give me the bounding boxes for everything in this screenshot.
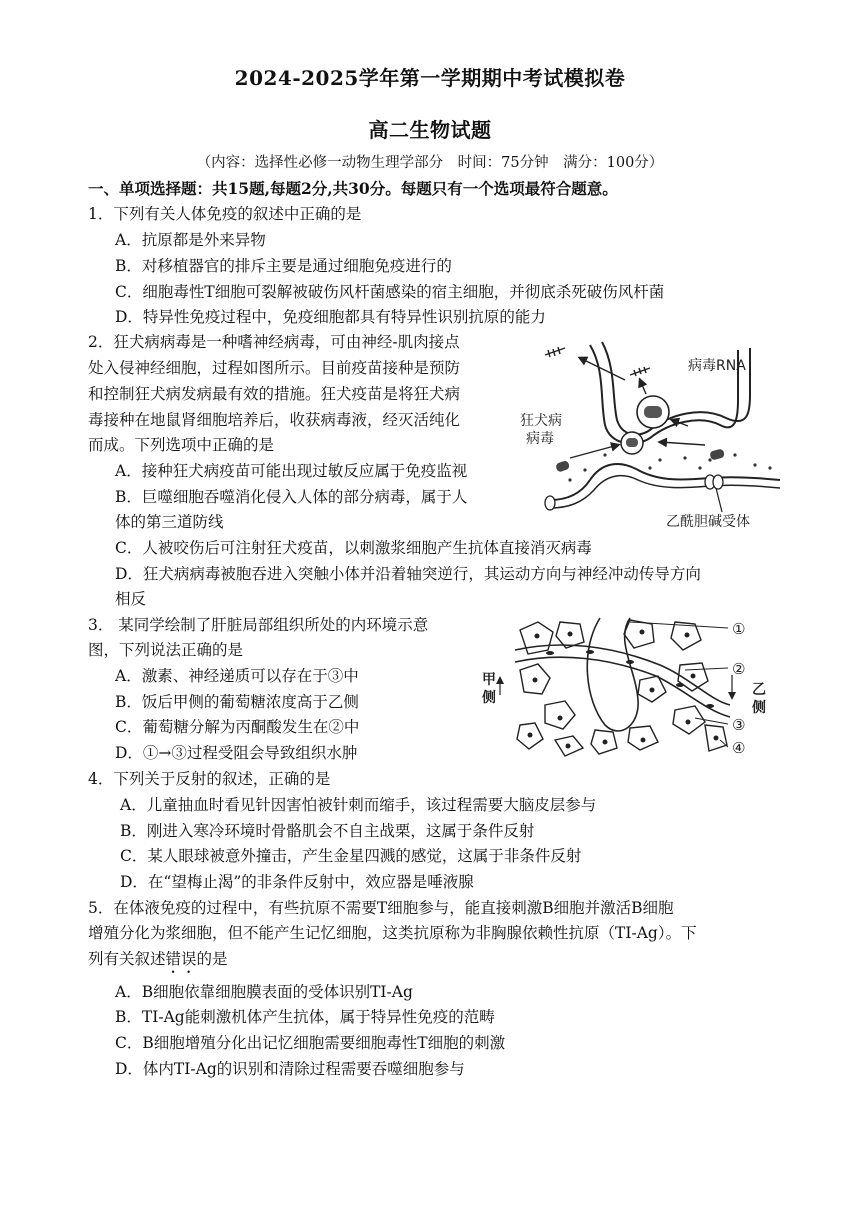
q2-stem-line2: 处入侵神经细胞，过程如图所示。目前疫苗接种是预防: [88, 359, 461, 377]
q2-stem-line3: 和控制狂犬病发病最有效的措施。狂犬疫苗是将狂犬病: [88, 385, 461, 403]
figure-side-right-1: 乙: [752, 682, 766, 698]
q1-option-b: B．对移植器官的排斥主要是通过细胞免疫进行的: [115, 257, 452, 275]
q2-stem-line1: 2．狂犬病病毒是一种嗜神经病毒，可由神经-肌肉接点: [88, 333, 460, 351]
q5-stem-line2: 增殖分化为浆细胞，但不能产生记忆细胞，这类抗原称为非胸腺依赖性抗原（TI-Ag）。下: [88, 924, 697, 942]
q5-option-a: A．B细胞依靠细胞膜表面的受体识别TI-Ag: [115, 983, 413, 1001]
figure-label-3: ③: [732, 716, 746, 734]
q2-stem-line4: 毒接种在地鼠肾细胞培养后，收获病毒液，经灭活纯化: [88, 411, 461, 429]
q3-option-c: C．葡萄糖分解为丙酮酸发生在②中: [115, 718, 360, 736]
figure-side-left-1: 甲: [482, 672, 496, 688]
q2-option-d-line1: D．狂犬病病毒被胞吞进入突触小体并沿着轴突逆行，其运动方向与神经冲动传导方向: [115, 565, 701, 583]
q5-stem-part-a: 列有关叙述: [88, 950, 166, 968]
exam-subject: 高二生物试题: [368, 118, 492, 142]
q5-stem-emphasis: 错误: [165, 950, 197, 968]
q2-option-c: C．人被咬伤后可注射狂犬疫苗，以刺激浆细胞产生抗体直接消灭病毒: [115, 539, 592, 557]
q3-tissue-figure: [480, 610, 780, 765]
q1-option-d: D．特异性免疫过程中，免疫细胞都具有特异性识别抗原的能力: [115, 308, 546, 326]
q2-option-b-line2: 体的第三道防线: [115, 513, 224, 531]
q3-option-a: A．激素、神经递质可以存在于③中: [115, 667, 359, 685]
figure-label-rna: 病毒RNA: [688, 358, 746, 374]
q2-option-b-line1: B．巨噬细胞吞噬消化侵入人体的部分病毒，属于人: [115, 488, 468, 506]
section-heading: 一、单项选择题：共15题,每题2分,共30分。每题只有一个选项最符合题意。: [88, 179, 618, 198]
q2-option-a: A．接种狂犬病疫苗可能出现过敏反应属于免疫监视: [115, 462, 468, 480]
q5-option-c: C．B细胞增殖分化出记忆细胞需要细胞毒性T细胞的刺激: [115, 1034, 506, 1052]
figure-label-1: ①: [732, 620, 746, 638]
q1-stem: 1．下列有关人体免疫的叙述中正确的是: [88, 205, 362, 223]
q5-stem-line1: 5．在体液免疫的过程中，有些抗原不需要T细胞参与，能直接刺激B细胞并激活B细胞: [88, 899, 674, 917]
figure-side-left-2: 侧: [482, 690, 496, 706]
q3-stem-line1: 3． 某同学绘制了肝脏局部组织所处的内环境示意: [88, 616, 429, 634]
exam-title: 2024-2025学年第一学期期中考试模拟卷: [234, 66, 626, 90]
q2-option-d-line2: 相反: [115, 590, 147, 608]
q4-option-c: C．某人眼球被意外撞击，产生金星四溅的感觉，这属于非条件反射: [120, 847, 582, 865]
q3-option-b: B．饭后甲侧的葡萄糖浓度高于乙侧: [115, 693, 359, 711]
q1-option-c: C．细胞毒性T细胞可裂解被破伤风杆菌感染的宿主细胞，并彻底杀死破伤风杆菌: [115, 283, 665, 301]
q2-stem-line5: 而成。下列选项中正确的是: [88, 436, 275, 454]
exam-info: （内容：选择性必修一动物生理学部分 时间：75分钟 满分：100分）: [196, 155, 664, 171]
q3-option-d: D．①→③过程受阻会导致组织水肿: [115, 744, 358, 762]
figure-label-virus-line2: 病毒: [526, 431, 554, 447]
q2-synapse-figure: [510, 330, 785, 540]
figure-side-right-2: 侧: [752, 700, 766, 716]
figure-label-4: ④: [732, 739, 746, 757]
figure-label-2: ②: [732, 660, 746, 678]
q1-option-a: A．抗原都是外来异物: [115, 231, 266, 249]
q4-option-d: D．在“望梅止渴”的非条件反射中，效应器是唾液腺: [120, 873, 474, 891]
q4-option-a: A．儿童抽血时看见针因害怕被针刺而缩手，该过程需要大脑皮层参与: [120, 796, 597, 814]
q4-option-b: B．刚进入寒冷环境时骨骼肌会不自主战栗，这属于条件反射: [120, 822, 535, 840]
q5-option-b: B．TI-Ag能刺激机体产生抗体，属于特异性免疫的范畴: [115, 1008, 495, 1026]
figure-label-receptor: 乙酰胆碱受体: [666, 514, 750, 530]
q4-stem: 4．下列关于反射的叙述，正确的是: [88, 770, 331, 788]
q5-stem-line3: [88, 948, 228, 977]
q3-stem-line2: 图，下列说法正确的是: [88, 641, 244, 659]
q5-stem-part-c: 的是: [196, 950, 228, 968]
q5-option-d: D．体内TI-Ag的识别和清除过程需要吞噬细胞参与: [115, 1060, 465, 1078]
figure-label-virus-line1: 狂犬病: [520, 413, 562, 429]
